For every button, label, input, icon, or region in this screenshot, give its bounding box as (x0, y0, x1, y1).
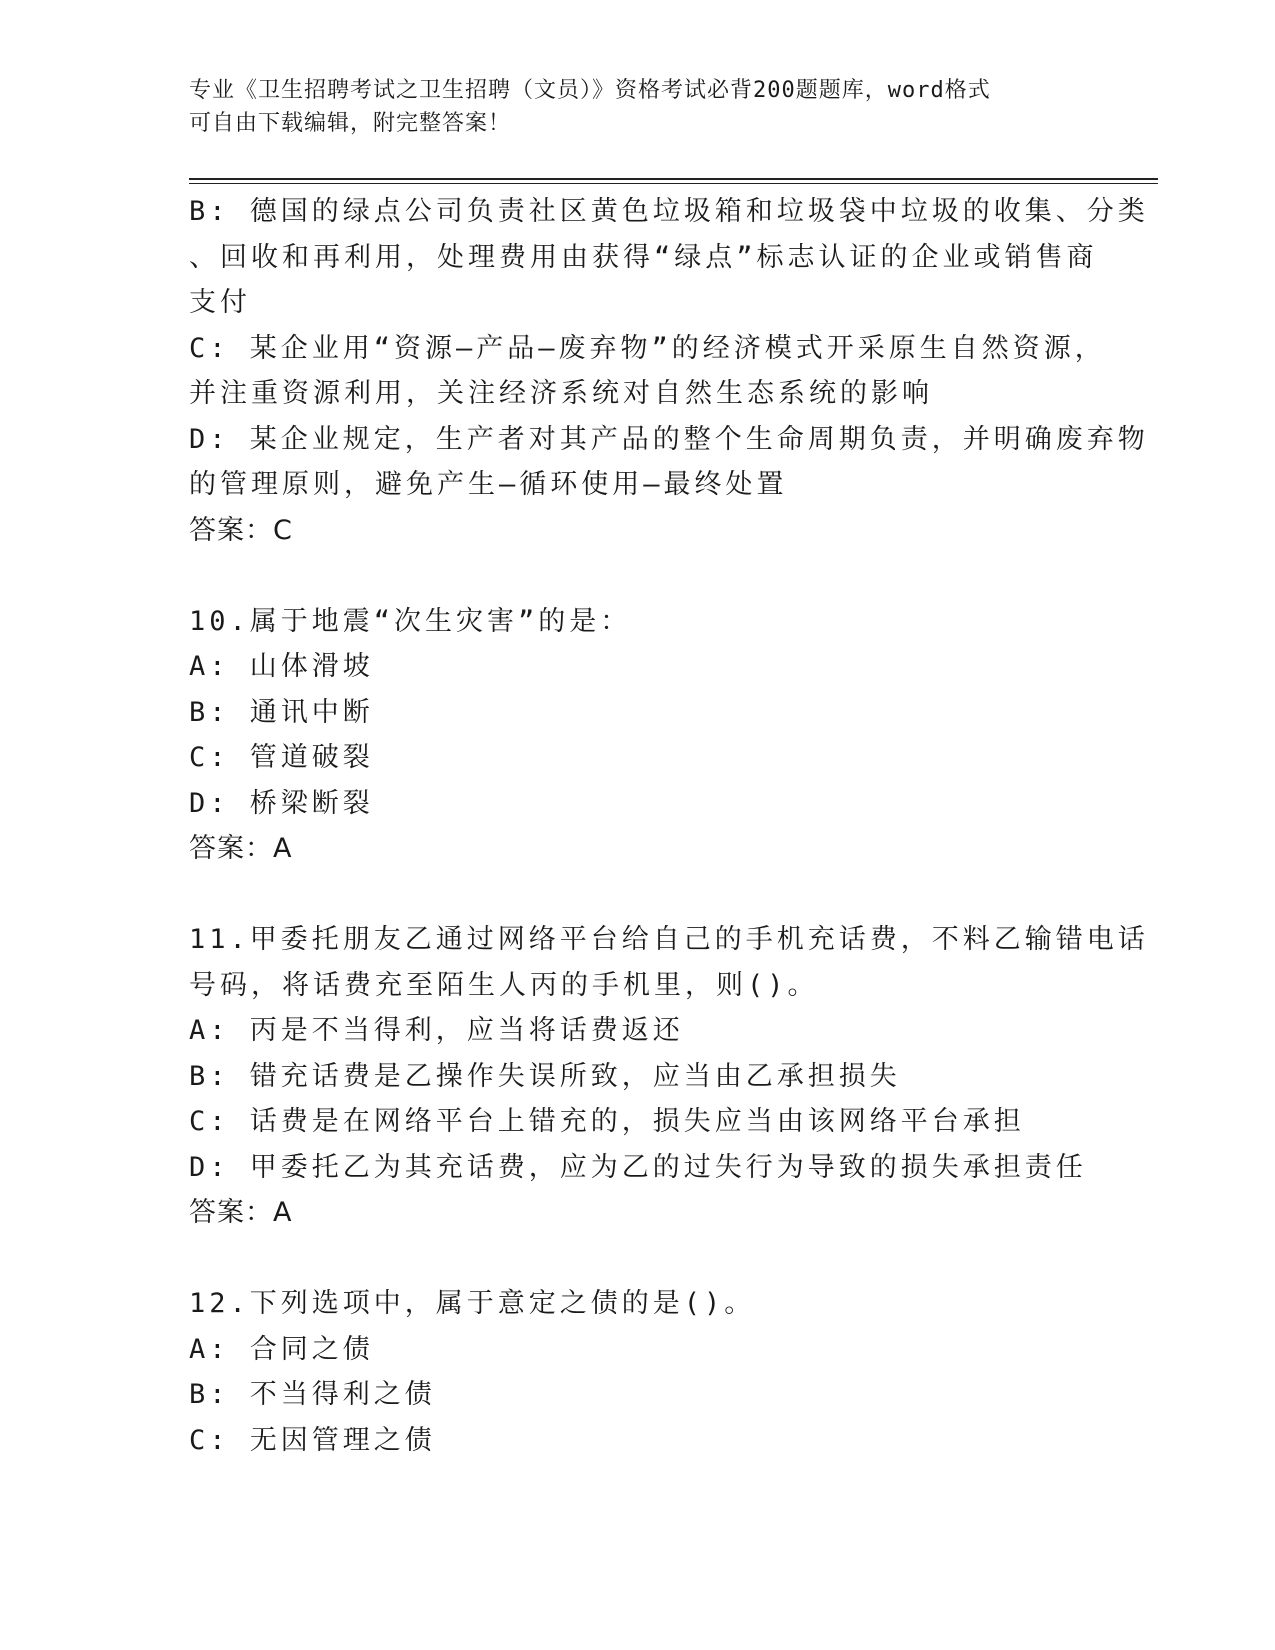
q10-option-d: D: 桥梁断裂 (189, 787, 374, 819)
q11-option-c: C: 话费是在网络平台上错充的，损失应当由该网络平台承担 (189, 1106, 1025, 1137)
q9-option-b-line-2: 、回收和再利用，处理费用由获得“绿点”标志认证的企业或销售商 (189, 241, 1098, 273)
q9-answer: 答案：C (189, 514, 293, 546)
q9-option-d-line-1: D: 某企业规定，生产者对其产品的整个生命周期负责，并明确废弃物 (189, 423, 1149, 455)
q12-question: 12.下列选项中，属于意定之债的是()。 (189, 1288, 756, 1319)
q9-option-b-line-1: B: 德国的绿点公司负责社区黄色垃圾箱和垃圾袋中垃圾的收集、分类 (189, 196, 1149, 227)
q10-option-a: A: 山体滑坡 (189, 651, 374, 682)
spacer (189, 553, 1109, 599)
q10-answer: 答案：A (189, 833, 293, 864)
q11-question-line-1: 11.甲委托朋友乙通过网络平台给自己的手机充话费，不料乙输错电话 (189, 924, 1149, 955)
header-divider-thin (189, 183, 1158, 184)
question-10-block (189, 599, 1109, 872)
q9-option-c-line-2: 并注重资源利用，关注经济系统对自然生态系统的影响 (189, 378, 933, 409)
q12-option-c: C: 无因管理之债 (189, 1424, 436, 1456)
q11-option-d: D: 甲委托乙为其充话费，应为乙的过失行为导致的损失承担责任 (189, 1151, 1087, 1183)
header-title-line-1: 专业《卫生招聘考试之卫生招聘（文员）》资格考试必背200题题库，word格式 (189, 78, 991, 103)
q9-option-d-line-2: 的管理原则，避免产生—循环使用—最终处置 (189, 469, 788, 500)
q9-option-c-line-1: C: 某企业用“资源—产品—废弃物”的经济模式开采原生自然资源， (189, 332, 1106, 364)
q12-option-a: A: 合同之债 (189, 1333, 374, 1365)
spacer (189, 872, 1109, 918)
q12-option-b: B: 不当得利之债 (189, 1379, 436, 1410)
document-body (189, 189, 1149, 1463)
question-9-block (189, 189, 1149, 553)
q11-option-b: B: 错充话费是乙操作失误所致，应当由乙承担损失 (189, 1060, 901, 1092)
question-11-block (189, 917, 1149, 1236)
spacer (189, 1236, 1109, 1282)
q11-answer: 答案：A (189, 1197, 293, 1228)
q9-option-b-line-3: 支付 (189, 287, 251, 318)
header-divider-thick (189, 178, 1158, 180)
q10-option-c: C: 管道破裂 (189, 742, 374, 773)
q11-question-line-2: 号码，将话费充至陌生人丙的手机里，则()。 (189, 969, 819, 1001)
document-header (189, 74, 1089, 140)
q10-option-b: B: 通讯中断 (189, 696, 374, 728)
header-title-line-2: 可自由下载编辑，附完整答案！ (189, 111, 512, 136)
q11-option-a: A: 丙是不当得利，应当将话费返还 (189, 1015, 684, 1046)
q10-question: 10.属于地震“次生灾害”的是： (189, 605, 632, 637)
question-12-block (189, 1281, 1109, 1463)
